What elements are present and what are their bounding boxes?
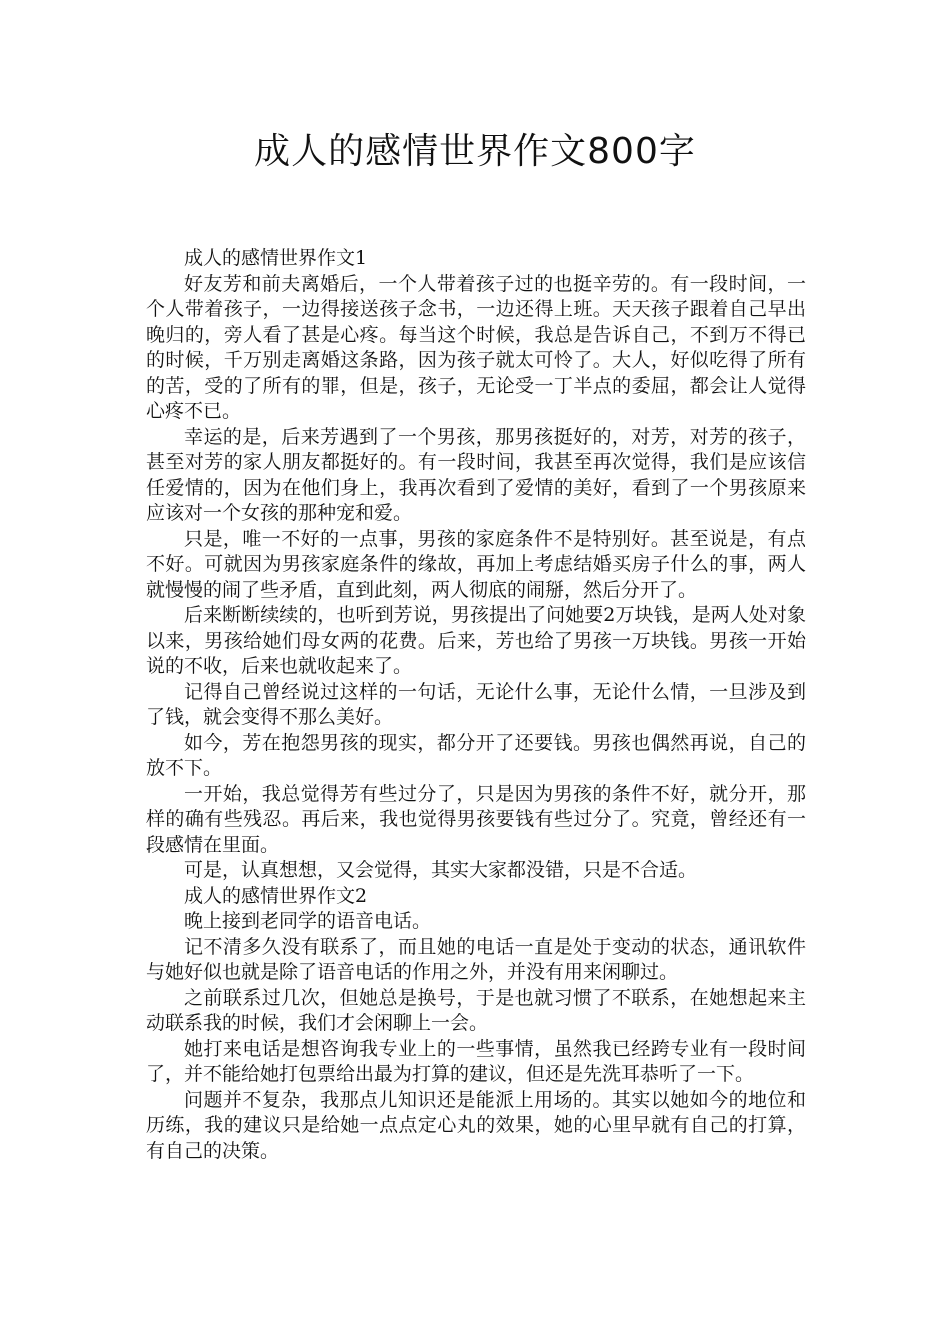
paragraph: 她打来电话是想咨询我专业上的一些事情，虽然我已经跨专业有一段时间了，并不能给她打包票给出最为打算的建议，但还是先洗耳恭听了一下。 bbox=[146, 1037, 806, 1085]
paragraph: 如今，芳在抱怨男孩的现实，都分开了还要钱。男孩也偶然再说，自己的放不下。 bbox=[146, 731, 806, 779]
section-heading: 成人的感情世界作文2 bbox=[184, 884, 368, 907]
paragraph: 后来断断续续的，也听到芳说，男孩提出了问她要2万块钱，是两人处对象以来，男孩给她们母女两的花费。后来，芳也给了男孩一万块钱。男孩一开始说的不收，后来也就收起来了。 bbox=[146, 604, 806, 677]
paragraph: 记得自己曾经说过这样的一句话，无论什么事，无论什么情，一旦涉及到了钱，就会变得不那么美好。 bbox=[146, 680, 806, 728]
paragraph: 之前联系过几次，但她总是换号，于是也就习惯了不联系，在她想起来主动联系我的时候，我们才会闲聊上一会。 bbox=[146, 986, 806, 1034]
section-heading: 成人的感情世界作文1 bbox=[184, 247, 368, 269]
paragraph: 好友芳和前夫离婚后，一个人带着孩子过的也挺辛劳的。有一段时间，一个人带着孩子，一边得接送孩子念书，一边还得上班。天天孩子跟着自己早出晚归的，旁人看了甚是心疼。每当这个时候，我总是告诉自己，不到万不得已的时候，千万别走离婚这条路，因为孩子就太可怜了。大人，好似吃得了所有的苦，受的了所有的罪，但是，孩子，无论受一丁半点的委屈，都会让人觉得心疼不已。 bbox=[146, 272, 806, 422]
paragraph: 只是，唯一不好的一点事，男孩的家庭条件不是特别好。甚至说是，有点不好。可就因为男孩家庭条件的缘故，再加上考虑结婚买房子什么的事，两人就慢慢的闹了些矛盾，直到此刻，两人彻底的闹掰，然后分开了。 bbox=[146, 527, 806, 601]
paragraph: 记不清多久没有联系了，而且她的电话一直是处于变动的状态，通讯软件与她好似也就是除了语音电话的作用之外，并没有用来闲聊过。 bbox=[146, 935, 806, 983]
paragraph: 问题并不复杂，我那点儿知识还是能派上用场的。其实以她如今的地位和历练，我的建议只是给她一点点定心丸的效果，她的心里早就有自己的打算，有自己的决策。 bbox=[146, 1088, 806, 1162]
paragraph: 幸运的是，后来芳遇到了一个男孩，那男孩挺好的，对芳，对芳的孩子，甚至对芳的家人朋友都挺好的。有一段时间，我甚至再次觉得，我们是应该信任爱情的，因为在他们身上，我再次看到了爱情的美好，看到了一个男孩原来应该对一个女孩的那种宠和爱。 bbox=[146, 425, 806, 524]
paragraph: 可是，认真想想，又会觉得，其实大家都没错，只是不合适。 bbox=[184, 859, 698, 881]
document-title: 成人的感情世界作文800字 bbox=[254, 131, 696, 172]
paragraph: 一开始，我总觉得芳有些过分了，只是因为男孩的条件不好，就分开，那样的确有些残忍。再后来，我也觉得男孩要钱有些过分了。究竟，曾经还有一段感情在里面。 bbox=[146, 782, 806, 856]
paragraph: 晚上接到老同学的语音电话。 bbox=[184, 910, 432, 932]
document-body bbox=[146, 246, 806, 1164]
